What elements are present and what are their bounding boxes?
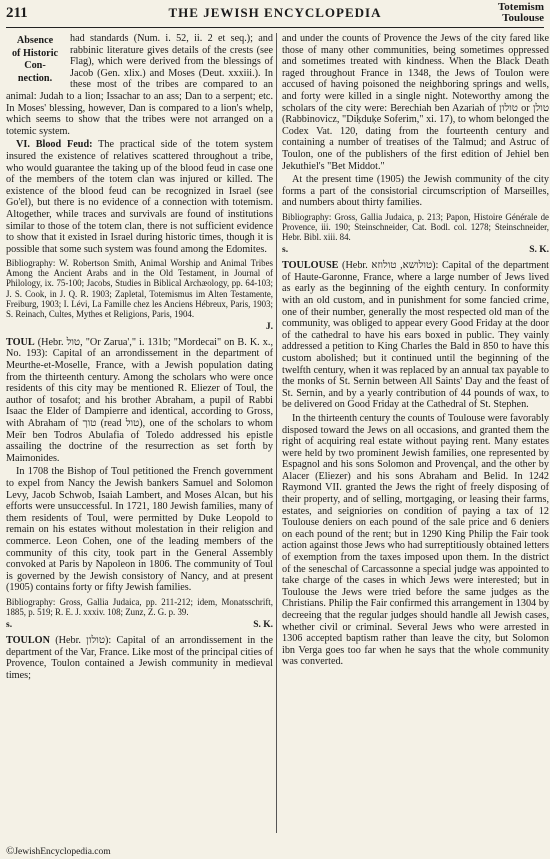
signature-initials: S. K. <box>253 620 273 631</box>
left-column <box>6 33 273 683</box>
page-number: 211 <box>6 5 28 21</box>
article-toulouse <box>282 260 549 411</box>
signature <box>6 322 273 333</box>
article-text: (Hebr. טולושא, טולוזא): Capital of the department of Haute-Garonne, France, where a large number of Jews lived as early as the beginning of the eighth century. In conformity with an old custom, and in punishment for some fancied crime, one of their number, generally the most respected old man of the community, was obliged to appear every Good Friday at the door of the cathedral to have his ears boxed in public. They vainly addressed a petition to King Charles the Bald in 850 to have this custom abolished; but it continued until the beginning of the twelfth century, when it was replaced by an annual tax payable to the monks of St. Sernin between All Saints' Day and the feast of St. Sernin, and by a yearly contribution of 44 pounds of wax, to be delivered on Good Friday at the Cathedral of St. Stephen. <box>282 260 550 411</box>
article-heading: TOULOUSE <box>282 260 339 272</box>
page-header <box>6 2 544 26</box>
running-head-bottom: Toulouse <box>502 12 544 24</box>
paragraph: At the present time (1905) the Jewish community of the city forms a part of the consistorial circumscription of Marseilles, and numbers about thirty families. <box>282 174 549 209</box>
sidenote-line: Absence <box>16 35 54 46</box>
bibliography: Bibliography: W. Robertson Smith, Animal Worship and Animal Tribes Among the Ancient Arabs and in the Old Testament, in Journal of Philology, ix. 75-100; Jacobs, Studies in Biblical Archæology, pp. 64-103; J. S. Cook, in J. Q. R. 1903; Zapletal, Totemismus im Alten Testamente, Freiburg, 1903; I. Lévi, La Famille chez les Anciens Hébreux, Paris, 1903; S. Reinach, Cultes, Mythes et Religions, Paris, 1904. <box>6 258 273 319</box>
sidenote-absence <box>6 35 64 85</box>
paragraph: In the thirteenth century the counts of Toulouse were favorably disposed toward the Jews on all occasions, and granted them the right of acquiring real estate without paying rent. Many estates were held by two prominent Jewish families, one represented by Espagnol and his sons Solomon and Provençal, and the other by Alacer (Eliezer) and his sons Abraham and Belid. In 1242 Raymond VII. granted the Jews the right of freely disposing of their property, and of selling, mortgaging, or leasing their farms, estates, and seigniories on condition of paying a tax of 12 Toulouse deniers on each pound of the sale price and 6 deniers on each pound of the rent; but in 1290 King Philip the Fair took action against those Jews who had surreptitiously obtained letters of exemption from the taxes imposed upon them. In the district of the seneschal of Carcassonne a special judge was appointed to take charge of the cases in which Jews were interested; but in Toulouse the Jews were tried before the same judges as the Christians. Philip the Fair confirmed this arrangement in 1304 by decreeing that the regular judges should handle all Jewish cases, whether civil or criminal. Several Jews who were arrested in 1306 accepted baptism rather than leave the city, but Solomon ibn Verga goes too far when he says that the whole community was converted. <box>282 412 549 668</box>
signature-left: s. <box>282 245 289 256</box>
bibliography: Bibliography: Gross, Gallia Judaica, pp. 211-212; idem, Monatsschrift, 1885, p. 519; R. E. J. xxxiv. 108; Zunz, Z. G. p. 39. <box>6 596 273 617</box>
sidenote-line: of Historic <box>11 47 59 59</box>
signature <box>282 245 549 256</box>
column-divider <box>276 33 277 833</box>
signature <box>6 620 273 631</box>
article-heading: TOUL <box>6 336 35 348</box>
paragraph: and under the counts of Provence the Jews of the city fared like those of many other communities, being sometimes oppressed and sometimes treated with kindness. When the Black Death raged throughout France in 1348, the Jews of Toulon were accused of having poisoned the neighboring springs and wells, and forty were killed in a single night. Noteworthy among the scholars of the city were: Berechiah ben Azariah of טולון or טולן (Rabbinovicz, "Diḳduḳe Soferim," xi. 17), to whom belonged the Codex Vat. 120, dating from the fourteenth century and containing a number of treatises of the Talmud; and Astruc of Toulon, one of the publishers of the first edition of Jehiel ben Jekuthiel's "Bet Middot." <box>282 33 549 172</box>
signature-initials: J. <box>265 321 273 332</box>
paragraph-text: The practical side of the totem system insured the existence of relatives scattered throughout a tribe, who would guarantee the taking up of the blood feud in case one of the members of the totem clan was injured or killed. The existence of the blood feud can be recognized in Israel (see Go'el), but there is no evidence of a connection with totemism. Altogether, while traces and survivals are found of institutions similar to those of the totem clan, there is not sufficient evidence to show that it existed in Israel during historic times, though it is possible that some such system was found among the Edomites. <box>6 139 273 255</box>
article-toulon <box>6 635 273 681</box>
sidenote-line: Con- <box>24 60 46 71</box>
article-toul <box>6 337 273 465</box>
article-heading: TOULON <box>6 635 50 647</box>
article-text: (Hebr. טול, "Or Zarua'," i. 131b; "Mordecai" on B. K. x., No. 193): Capital of an arrondissement in the department of Meurthe-et-Moselle, France, with a Jewish population dating from the thirteenth century. Among the scholars who were once residents of this city may be mentioned R. Eliezer of Toul, the author of tosafot; and his brother Abraham, a pupil of Rabbi Isaac the Elder of Dampierre and identical, according to Gross, with Abraham of טוך (read טול), one of the scholars to whom Meïr ben Todros Abulafia of Toledo addressed his epistle assailing the doctrine of the resurrection as set forth by Maimonides. <box>6 336 273 464</box>
running-head-top: Totemism <box>497 1 544 13</box>
signature-left: s. <box>6 620 13 631</box>
footer-site-link[interactable]: JewishEncyclopedia.com <box>14 847 111 857</box>
section-heading: VI. Blood Feud: <box>16 139 93 151</box>
site-footer[interactable] <box>6 845 111 857</box>
copyright-icon: © <box>6 845 15 857</box>
paragraph-blood-feud <box>6 139 273 255</box>
bibliography: Bibliography: Gross, Gallia Judaica, p. 213; Papon, Histoire Générale de Provence, iii. 190; Steinschneider, Cat. Bodl. col. 1278; Steinschneider, Hebr. Bibl. xiii. 84. <box>282 211 549 243</box>
header-rule <box>6 27 544 28</box>
article-text: (Hebr. טולון): Capital of an arrondissement in the department of the Var, France. Like most of the principal cities of Provence, Toulon contained a Jewish community in medieval times; <box>6 635 273 681</box>
right-column <box>282 33 549 670</box>
sidenote-line: nection. <box>17 72 53 84</box>
paragraph: had standards (Num. i. 52, ii. 2 et seq.); and rabbinic literature gives details of the crests (see Flag), which were derived from the blessings of Jacob (Gen. xlix.) and Moses (Deut. xxxiii.). In these most of the tribes are compared to an animal: Judah to a lion; Issachar to an ass; Dan to a serpent; etc. In Moses' blessing, however, Dan is compared to a lion's whelp, which seems to show that the tribes were not arranged on a totemic system. <box>6 33 273 137</box>
paragraph: In 1708 the Bishop of Toul petitioned the French government to expel from Nancy the Jewish bankers Samuel and Solomon Levy, Jacob Schwob, Isaiah Lambert, and Moses Alcan, but his efforts were unsuccessful. In 1721, 180 Jewish families, many of them residents of Toul, were permitted by Duke Leopold to remain on his estates without molestation in their religion and commerce. Leon Cohen, one of the leading members of the community of this city, took part in the General Assembly convoked at Paris by Napoleon in 1806. The community of Toul is governed by the Jewish consistory of Nancy, and at present (1905) contains forty or fifty Jewish families. <box>6 466 273 594</box>
running-head <box>498 2 544 24</box>
signature-initials: S. K. <box>529 245 549 256</box>
page-title: THE JEWISH ENCYCLOPEDIA <box>168 5 382 20</box>
